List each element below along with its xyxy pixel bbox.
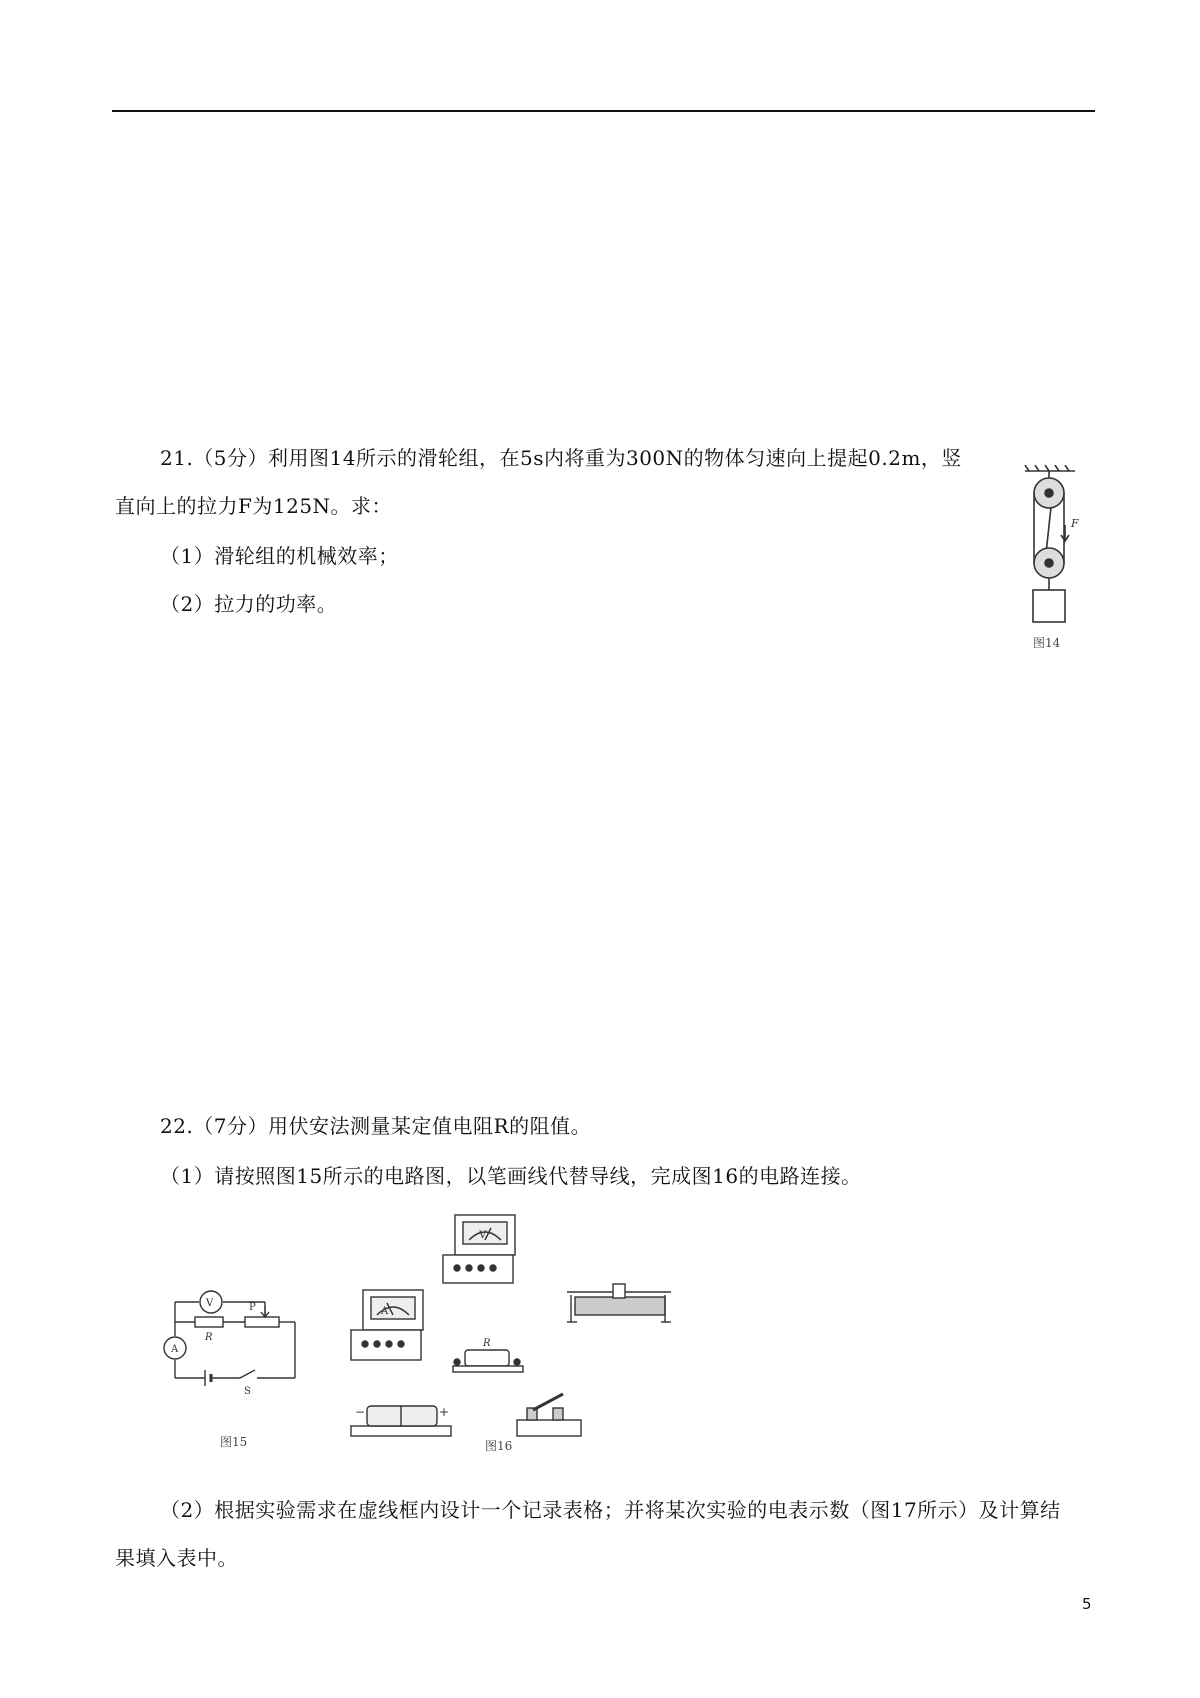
figure-15-circuit (155, 1280, 325, 1460)
figure-15-caption: 图15 (220, 1435, 248, 1449)
fig16-resistor-label: R (483, 1338, 491, 1349)
figure-16-caption: 图16 (485, 1439, 513, 1453)
battery-holder-device (351, 1406, 451, 1436)
q21-line2: 直向上的拉力F为125N。求： (115, 494, 393, 518)
rheostat-device (567, 1284, 671, 1322)
fig15-resistor-label: R (205, 1332, 213, 1343)
figure-16-components (345, 1210, 685, 1460)
figure-14-caption: 图14 (1033, 636, 1061, 650)
fig15-slider-label: P (249, 1302, 256, 1313)
q21-line1: 21.（5分）利用图14所示的滑轮组，在5s内将重为300N的物体匀速向上提起0.2m，竖 (160, 446, 962, 470)
fig16-minus-label: − (355, 1405, 366, 1419)
header-rule (112, 110, 1095, 112)
fig16-ammeter-label: A (381, 1306, 389, 1317)
q22-sub2-line2: 果填入表中。 (115, 1546, 238, 1570)
fig15-switch-label: S (244, 1386, 251, 1397)
switch-device (517, 1394, 581, 1436)
fig15-ammeter-label: A (171, 1344, 179, 1355)
q21-sub2: （2）拉力的功率。 (160, 592, 338, 616)
q22-sub1: （1）请按照图15所示的电路图，以笔画线代替导线，完成图16的电路连接。 (160, 1164, 862, 1188)
fig16-voltmeter-label: V (479, 1230, 487, 1241)
fig15-voltmeter-label: V (206, 1298, 214, 1309)
figure-14-pulley (1015, 465, 1095, 655)
resistor-device (453, 1350, 523, 1372)
voltmeter-device (443, 1215, 515, 1283)
page-number: 5 (1082, 1595, 1092, 1613)
q21-sub1: （1）滑轮组的机械效率； (160, 544, 399, 568)
q22-sub2-line1: （2）根据实验需求在虚线框内设计一个记录表格；并将某次实验的电表示数（图17所示）及计算结 (160, 1498, 1061, 1522)
ammeter-device (351, 1290, 423, 1360)
fig16-plus-label: + (439, 1405, 450, 1419)
q22-line1: 22.（7分）用伏安法测量某定值电阻R的阻值。 (160, 1114, 592, 1138)
force-label: F (1071, 517, 1079, 530)
